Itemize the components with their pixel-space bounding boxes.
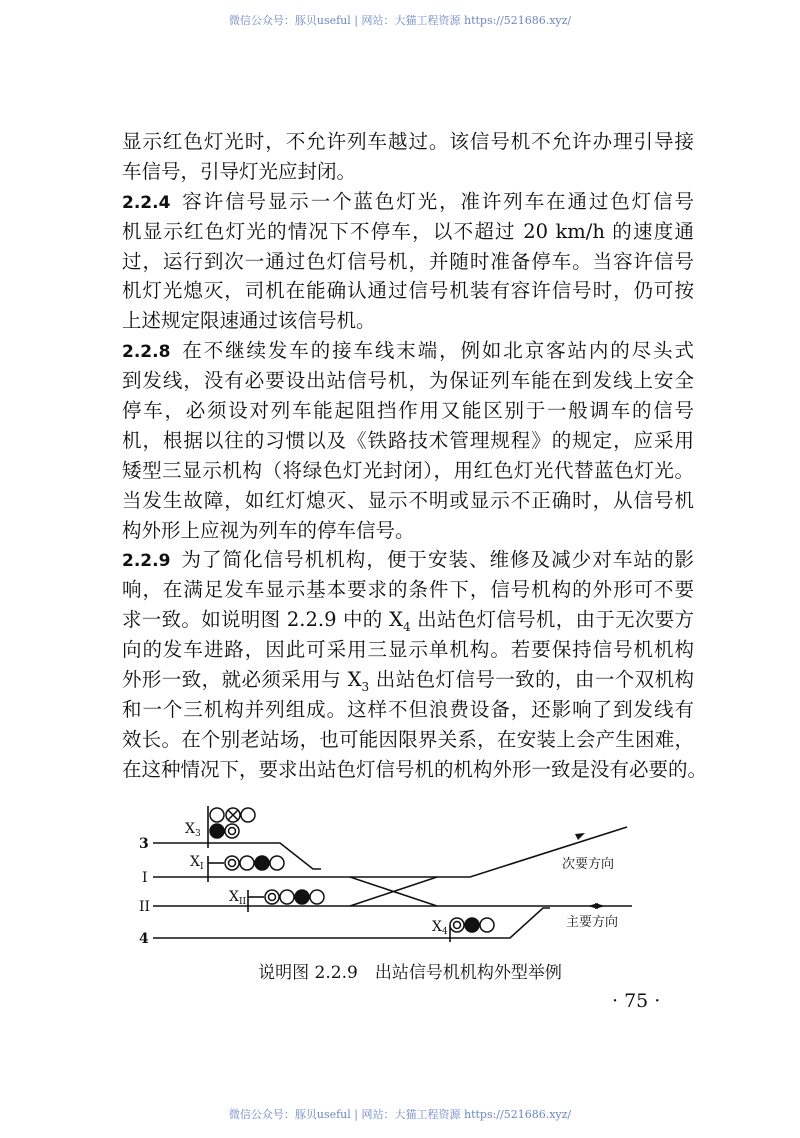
- page-number: · 75 ·: [612, 990, 661, 1012]
- line-text: 求一致。如说明图 2.2.9 中的 X: [122, 608, 403, 632]
- track-label-3: 3: [139, 836, 149, 852]
- line-text: 容许信号显示一个蓝色灯光，准许列车在通过色灯信号: [180, 189, 694, 213]
- line-text: 响，在满足发车显示基本要求的条件下，信号机构的外形可不要: [122, 578, 694, 602]
- line-text: 出站色灯信号一致的，由一个双机构: [369, 668, 694, 692]
- line-text: 矮型三显示机构（将绿色灯光封闭），用红色灯光代替蓝色灯光。: [122, 458, 694, 482]
- line-text: 出站色灯信号机，由于无次要方: [410, 608, 694, 632]
- line-text: 外形一致，就必须采用与 X: [122, 668, 362, 692]
- subscript: 4: [402, 620, 411, 635]
- track-label-II: II: [139, 899, 151, 915]
- line-text: 停车，必须设对列车能起阻挡作用又能区别于一般调车的信号: [122, 399, 694, 423]
- section-number: 2.2.9: [122, 551, 171, 572]
- line-text: 构外形上应视为列车的停车信号。: [122, 518, 415, 542]
- signal-label-xII: $X_{II}$: [229, 889, 247, 907]
- line-text: 向的发车进路，因此可采用三显示单机构。若要保持信号机机构: [122, 638, 694, 662]
- main-direction-label: 主要方向: [566, 915, 619, 930]
- signal-label-x3: $X_3$: [185, 821, 201, 839]
- track-I: [153, 827, 627, 877]
- section-number: 2.2.8: [122, 342, 171, 363]
- signal-label-x4: $X_4$: [432, 919, 448, 937]
- line-text: 过，运行到次一通过色灯信号机，并随时准备停车。当容许信号: [122, 249, 694, 273]
- watermark-bottom: 微信公众号：豚贝useful | 网站：大猫工程资源 https://521686.xyz/: [228, 1108, 572, 1121]
- line-text: 车信号，引导灯光应封闭。: [122, 159, 357, 183]
- line-text: 机，根据以往的习惯以及《铁路技术管理规程》的规定，应采用: [122, 428, 694, 452]
- figure-caption: 说明图 2.2.9 出站信号机机构外型举例: [258, 963, 562, 983]
- line-text: 效长。在个别老站场，也可能因限界关系，在安装上会产生困难，: [122, 727, 694, 751]
- signal-heads: [210, 808, 494, 932]
- subscript: 3: [361, 679, 370, 694]
- watermark-top: 微信公众号：豚贝useful | 网站：大猫工程资源 https://521686.xyz/: [228, 14, 572, 27]
- signal-label-xI: $X_I$: [190, 854, 204, 872]
- secondary-direction-label: 次要方向: [562, 857, 615, 872]
- line-text: 和一个三机构并列组成。这样不但浪费设备，还影响了到发线有: [122, 697, 694, 721]
- line-text: 当发生故障，如红灯熄灭、显示不明或显示不正确时，从信号机: [122, 488, 694, 512]
- track-label-4: 4: [139, 931, 149, 947]
- line-text: 机灯光熄灭，司机在能确认通过信号机装有容许信号时，仍可按: [122, 279, 694, 303]
- line-text: 在这种情况下，要求出站色灯信号机的机构外形一致是没有必要的。: [122, 757, 708, 781]
- track-label-I: I: [142, 870, 148, 886]
- line-text: 上述规定限速通过该信号机。: [122, 309, 376, 333]
- line-text: 在不继续发车的接车线末端，例如北京客站内的尽头式: [180, 339, 694, 363]
- line-text: 到发线，没有必要设出站信号机，为保证列车能在到发线上安全: [122, 369, 694, 393]
- line-text: 为了简化信号机机构，便于安装、维修及减少对车站的影: [180, 548, 694, 572]
- section-number: 2.2.4: [122, 192, 171, 213]
- line-text: 显示红色灯光时，不允许列车越过。该信号机不允许办理引导接: [122, 130, 694, 153]
- line-text: 机显示红色灯光的情况下不停车，以不超过 20 km/h 的速度通: [122, 219, 694, 243]
